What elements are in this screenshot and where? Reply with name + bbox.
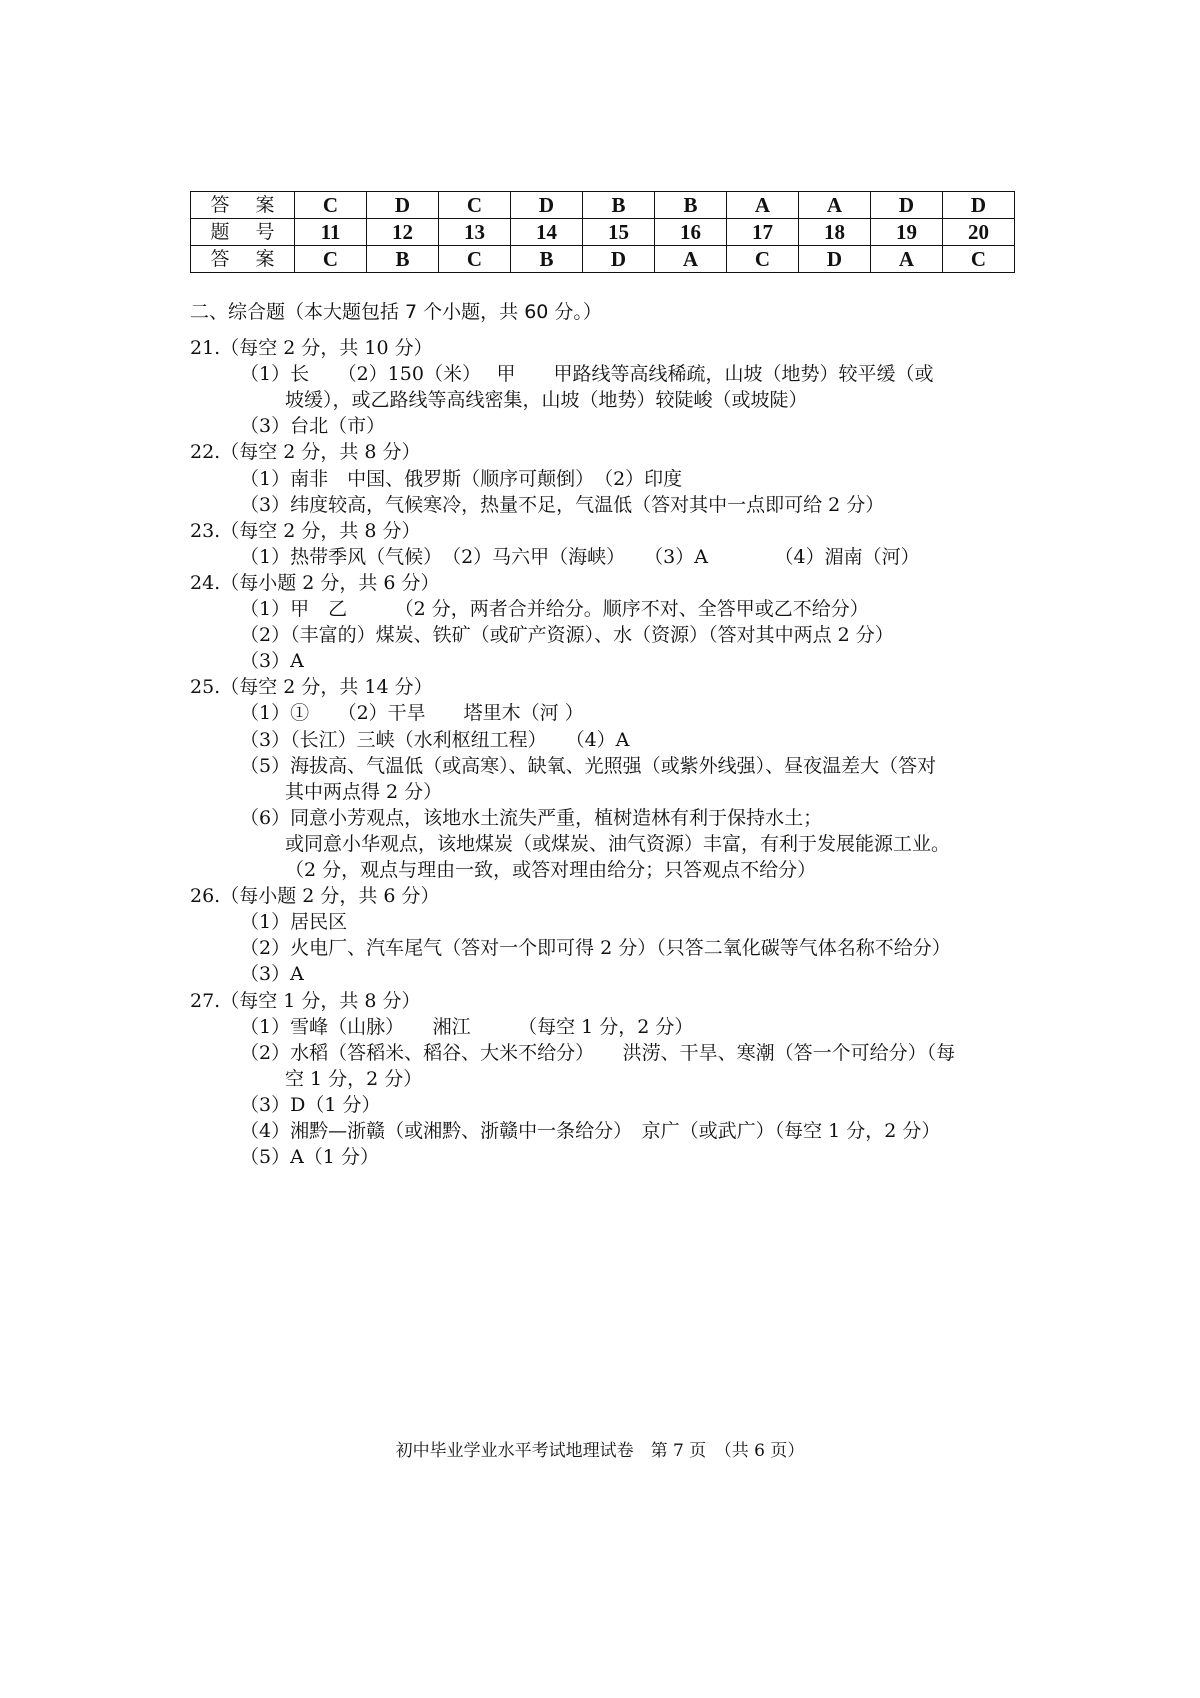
answer-table (190, 191, 1015, 273)
table-cell: C (943, 246, 1015, 273)
page-footer: 初中毕业学业水平考试地理试卷 第 7 页 （共 6 页） (395, 1441, 805, 1461)
table-cell: 14 (511, 219, 583, 246)
table-cell: C (727, 246, 799, 273)
answer-table-body (191, 192, 1015, 273)
answer-line: 空 1 分，2 分） (285, 1067, 423, 1090)
answer-line: （1）南非 中国、俄罗斯（顺序可颠倒） （2）印度 (240, 467, 683, 490)
answer-line: （2 分，观点与理由一致，或答对理由给分；只答观点不给分） (285, 859, 817, 881)
answer-line: （3）A (240, 650, 304, 673)
question-heading: 27.（每空 1 分，共 8 分） (190, 989, 421, 1012)
question-heading: 22.（每空 2 分，共 8 分） (190, 441, 421, 464)
answer-line: （1）长 （2）150（米） 甲 甲路线等高线稀疏，山坡（地势）较平缓（或 (240, 363, 934, 386)
answer-line: （1）甲 乙 （2 分，两者合并给分。顺序不对、全答甲或乙不给分） (240, 598, 869, 620)
table-cell: C (439, 192, 511, 219)
question-heading: 21.（每空 2 分，共 10 分） (190, 337, 433, 359)
answer-line: （6）同意小芳观点，该地水土流失严重，植树造林有利于保持水土； (240, 806, 823, 829)
row-label: 答 案 (191, 192, 295, 219)
table-cell: B (655, 192, 727, 219)
table-cell: D (871, 192, 943, 219)
table-cell: 16 (655, 219, 727, 246)
answer-line: （3）台北（市） (240, 415, 386, 438)
table-cell: D (799, 246, 871, 273)
table-cell: A (799, 192, 871, 219)
answer-line: （1）热带季风（气候） （2）马六甲（海峡） （3）A （4）湄南（河） (240, 545, 920, 568)
table-cell: 20 (943, 219, 1015, 246)
table-cell: D (511, 192, 583, 219)
table-cell: C (439, 246, 511, 273)
table-cell: 17 (727, 219, 799, 246)
question-heading: 23.（每空 2 分，共 8 分） (190, 519, 421, 542)
answer-line: （3）D（1 分） (240, 1093, 381, 1116)
answer-line: （1）① （2）干旱 塔里木（河 ） (240, 702, 584, 725)
table-cell: D (583, 246, 655, 273)
table-cell: B (511, 246, 583, 273)
section-title: 二、综合题（本大题包括 7 个小题，共 60 分。） (190, 301, 602, 323)
table-row (191, 219, 1015, 246)
question-heading: 25.（每空 2 分，共 14 分） (190, 676, 433, 699)
answer-line: 或同意小华观点，该地煤炭（或煤炭、油气资源）丰富，有利于发展能源工业。 (285, 832, 951, 855)
table-cell: C (295, 192, 367, 219)
table-cell: D (367, 192, 439, 219)
table-cell: C (295, 246, 367, 273)
table-row (191, 192, 1015, 219)
answer-line: 坡缓），或乙路线等高线密集，山坡（地势）较陡峻（或坡陡） (285, 389, 808, 412)
answer-line: （4）湘黔—浙赣（或湘黔、浙赣中一条给分） 京广（或武广）（每空 1 分，2 分） (240, 1120, 941, 1142)
question-heading: 26.（每小题 2 分，共 6 分） (190, 885, 440, 908)
answer-line: （5）海拔高、气温低（或高寒）、缺氧、光照强（或紫外线强）、昼夜温差大（答对 (240, 754, 937, 777)
answer-line: （2）（丰富的）煤炭、铁矿（或矿产资源）、水（资源）（答对其中两点 2 分） (240, 624, 894, 647)
table-cell: 11 (295, 219, 367, 246)
table-cell: A (727, 192, 799, 219)
table-cell: 15 (583, 219, 655, 246)
row-label: 题 号 (191, 219, 295, 246)
table-cell: B (367, 246, 439, 273)
table-cell: 12 (367, 219, 439, 246)
table-cell: D (943, 192, 1015, 219)
row-label: 答 案 (191, 246, 295, 273)
answer-line: （5）A（1 分） (240, 1146, 379, 1169)
question-heading: 24.（每小题 2 分，共 6 分） (190, 571, 440, 594)
answer-line: （3）A (240, 963, 304, 986)
table-cell: B (583, 192, 655, 219)
table-cell: A (655, 246, 727, 273)
table-cell: 18 (799, 219, 871, 246)
answer-line: （1）居民区 (240, 911, 348, 934)
table-cell: A (871, 246, 943, 273)
answer-line: （1）雪峰（山脉） 湘江 （每空 1 分，2 分） (240, 1015, 694, 1038)
table-cell: 19 (871, 219, 943, 246)
answer-line: （2）火电厂、汽车尾气（答对一个即可得 2 分）（只答二氧化碳等气体名称不给分） (240, 937, 951, 960)
table-row (191, 246, 1015, 273)
table-cell: 13 (439, 219, 511, 246)
answer-line: （3）（长江）三峡（水利枢纽工程） （4）A (240, 728, 630, 751)
answer-line: （3）纬度较高，气候寒冷，热量不足，气温低（答对其中一点即可给 2 分） (240, 493, 885, 516)
answer-line: 其中两点得 2 分） (285, 780, 443, 803)
answer-line: （2）水稻（答稻米、稻谷、大米不给分） 洪涝、干旱、寒潮（答一个可给分）（每 (240, 1041, 956, 1064)
